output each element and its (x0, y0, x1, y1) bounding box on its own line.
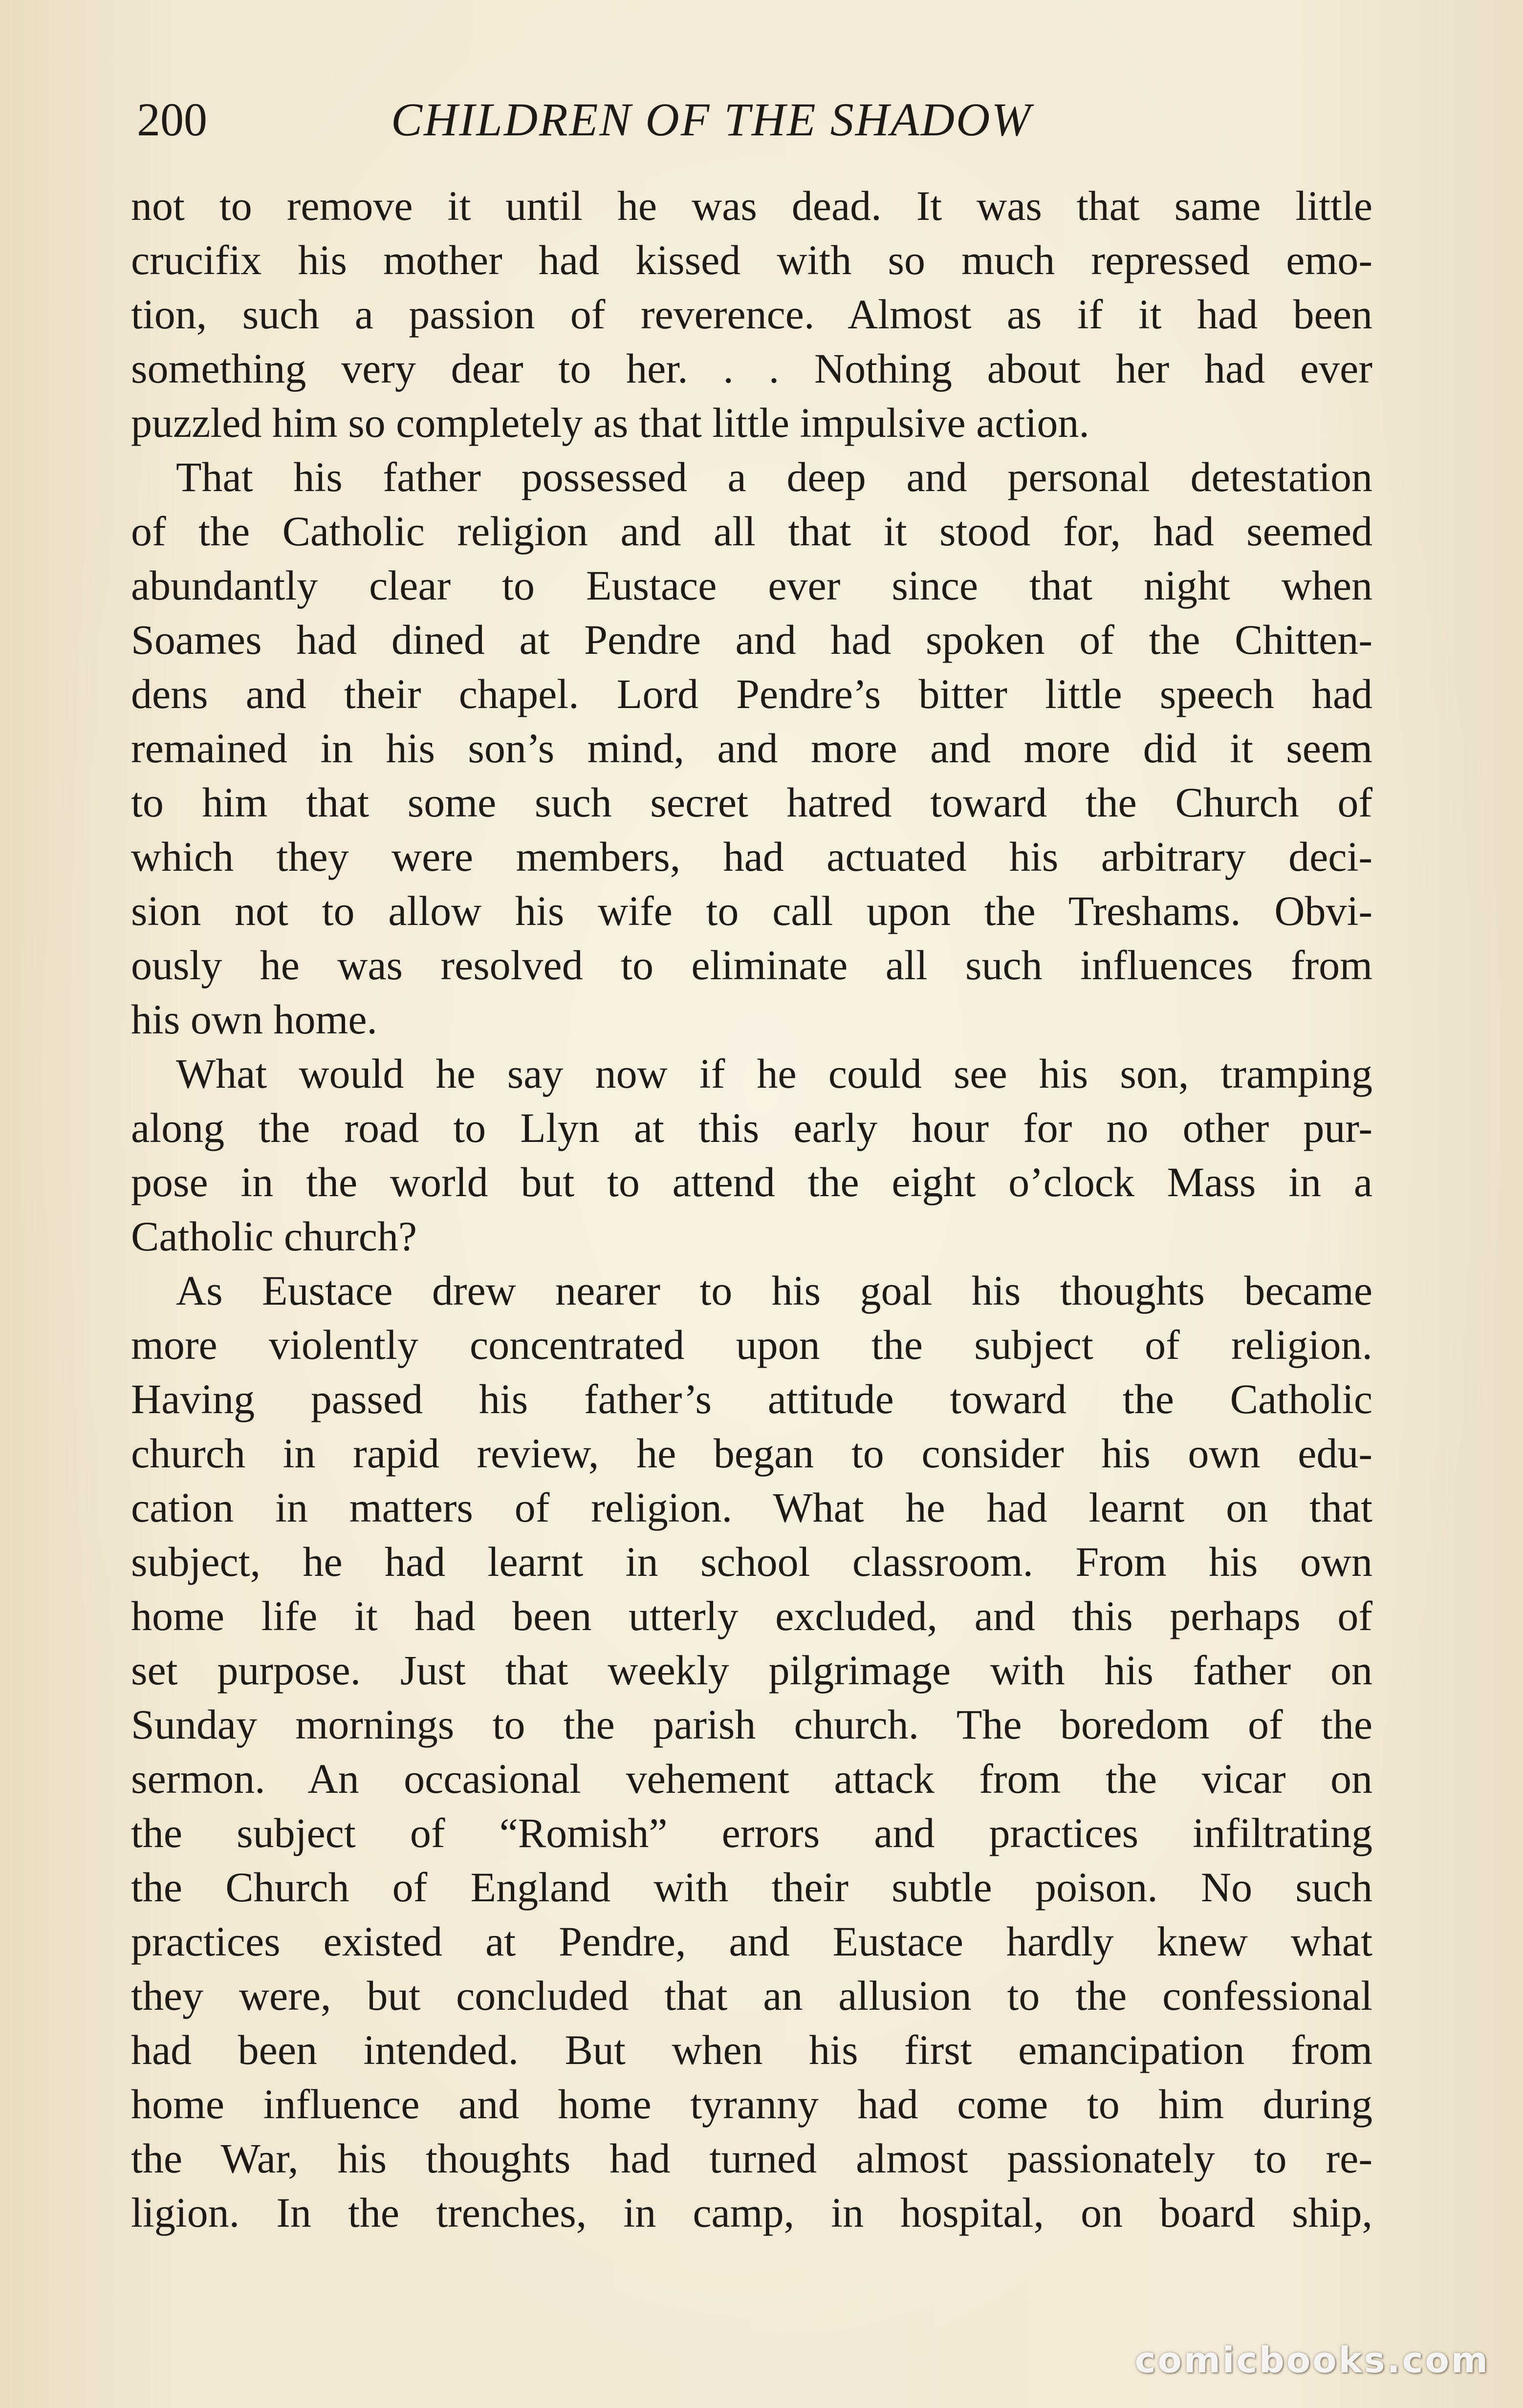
text-line: puzzled him so completely as that little impulsive action. (131, 399, 1089, 446)
text-line: Catholic church? (131, 1213, 417, 1260)
text-line: the War, his thoughts had turned almost passionately to re- (131, 2135, 1372, 2182)
text-line: Having passed his father’s attitude toward the Catholic (131, 1376, 1372, 1422)
text-line: sion not to allow his wife to call upon the Treshams. Obvi- (131, 887, 1372, 934)
page-header (137, 86, 1369, 154)
text-line: That his father possessed a deep and personal detestation (176, 453, 1372, 500)
text-line: abundantly clear to Eustace ever since that night when (131, 562, 1372, 609)
text-line: ously he was resolved to eliminate all such influences from (131, 942, 1372, 989)
text-line: sermon. An occasional vehement attack from the vicar on (131, 1755, 1372, 1802)
text-line: crucifix his mother had kissed with so much repressed emo- (131, 236, 1372, 283)
text-line: Soames had dined at Pendre and had spoken of the Chitten- (131, 616, 1372, 663)
text-line: home influence and home tyranny had come to him during (131, 2081, 1372, 2128)
text-line: set purpose. Just that weekly pilgrimage with his father on (131, 1647, 1372, 1694)
text-line: to him that some such secret hatred toward the Church of (131, 779, 1372, 826)
text-line: home life it had been utterly excluded, and this perhaps of (131, 1592, 1372, 1639)
page-number: 200 (137, 93, 207, 146)
text-line: pose in the world but to attend the eight o’clock Mass in a (131, 1159, 1372, 1205)
text-line: his own home. (131, 996, 378, 1043)
text-line: of the Catholic religion and all that it stood for, had seemed (131, 508, 1372, 555)
text-line: Sunday mornings to the parish church. The boredom of the (131, 1701, 1372, 1748)
text-line: which they were members, had actuated his arbitrary deci- (131, 833, 1372, 880)
text-line: had been intended. But when his first emancipation from (131, 2026, 1372, 2073)
text-line: dens and their chapel. Lord Pendre’s bitter little speech had (131, 670, 1372, 717)
text-line: not to remove it until he was dead. It was that same little (131, 182, 1372, 229)
text-line: subject, he had learnt in school classroom. From his own (131, 1538, 1372, 1585)
text-line: they were, but concluded that an allusion to the confessional (131, 1972, 1372, 2019)
text-line: along the road to Llyn at this early hour for no other pur- (131, 1104, 1372, 1151)
text-line: the Church of England with their subtle poison. No such (131, 1864, 1372, 1911)
text-line: cation in matters of religion. What he had learnt on that (131, 1484, 1372, 1531)
text-line: church in rapid review, he began to consider his own edu- (131, 1430, 1372, 1477)
text-line: the subject of “Romish” errors and practices infiltrating (131, 1809, 1372, 1856)
text-line: tion, such a passion of reverence. Almost as if it had been (131, 291, 1372, 338)
text-line: more violently concentrated upon the subject of religion. (131, 1321, 1372, 1368)
text-line: something very dear to her. . . Nothing about her had ever (131, 345, 1372, 392)
body-text (131, 179, 1372, 2240)
watermark: comicbooks.com (1134, 2340, 1490, 2381)
text-line: practices existed at Pendre, and Eustace hardly knew what (131, 1918, 1372, 1965)
text-line: As Eustace drew nearer to his goal his thoughts became (176, 1267, 1372, 1314)
text-line: What would he say now if he could see his son, tramping (176, 1050, 1372, 1097)
text-line: remained in his son’s mind, and more and more did it seem (131, 725, 1372, 772)
text-line: ligion. In the trenches, in camp, in hospital, on board ship, (131, 2189, 1372, 2236)
running-title: CHILDREN OF THE SHADOW (391, 93, 1032, 146)
